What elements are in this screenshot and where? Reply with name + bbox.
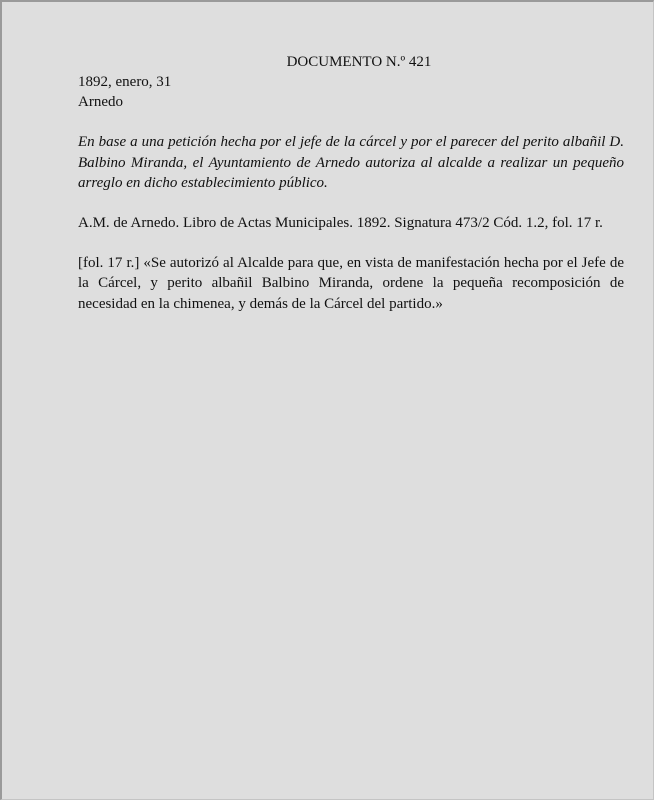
document-transcription: [fol. 17 r.] «Se autorizó al Alcalde para que, en vista de manifestación hecha por el Jefe de la Cárcel, y perito albañil Balbino Miranda, ordene la pequeña recomposición de necesidad en la chimenea, y demás de la Cárcel del partido.» bbox=[78, 254, 624, 312]
document-date: 1892, enero, 31 bbox=[78, 74, 172, 90]
document-summary: En base a una petición hecha por el jefe de la cárcel y por el parecer del perito albañil D. Balbino Miranda, el Ayuntamiento de Arnedo autoriza al alcalde a realizar un pequeño arreglo en dicho establecimiento público. bbox=[78, 134, 624, 191]
document-content bbox=[78, 52, 624, 314]
document-place: Arnedo bbox=[78, 94, 123, 110]
archival-source: A.M. de Arnedo. Libro de Actas Municipales. 1892. Signatura 473/2 Cód. 1.2, fol. 17 r. bbox=[78, 214, 603, 231]
document-number: DOCUMENTO N.º 421 bbox=[286, 54, 432, 70]
